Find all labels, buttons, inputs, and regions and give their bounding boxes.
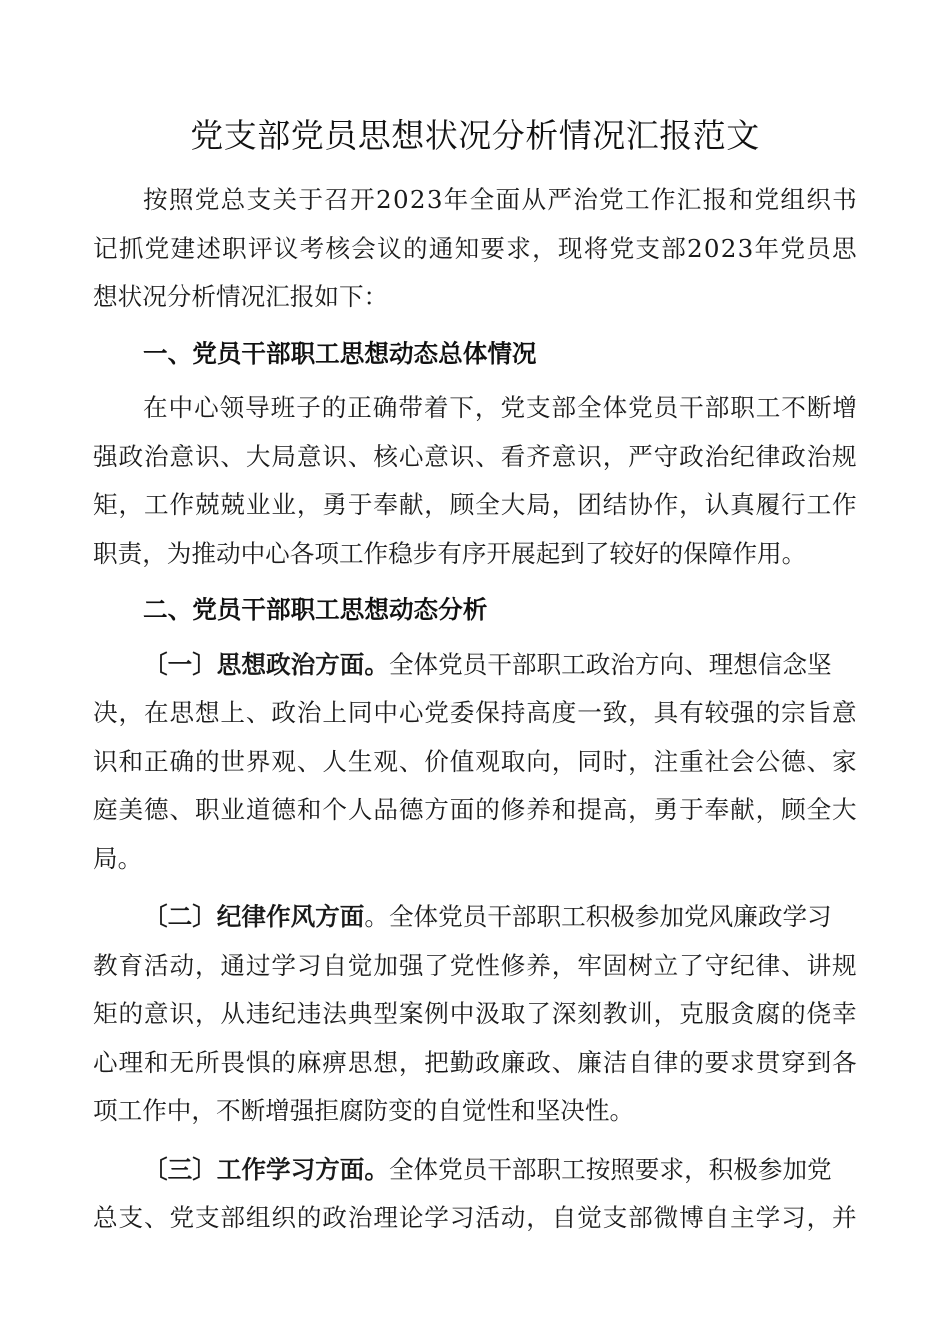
p3-first-rest: 全体党员干部职工按照要求，积极参加党 — [388, 1154, 832, 1184]
document-title: 党支部党员思想状况分析情况汇报范文 — [190, 116, 760, 155]
p2-line: 教 育 活 动 ， 通 过 学 习 自 觉 加 强 了 党 性 修 养 ， 牢 固 树 立 了 守 纪 律 、 讲 规 — [93, 950, 857, 980]
p1-lead: 〔一〕思想政治方面。 — [143, 649, 389, 679]
section1-line: 职责，为推动中心各项工作稳步有序开展起到了较好的保障作用。 — [93, 538, 807, 568]
p3-first-line — [93, 1146, 857, 1195]
section1-line: 强 政 治 意 识 、 大 局 意 识 、 核 心 意 识 、 看 齐 意 识 ， 严 守 政 治 纪 律 政 治 规 — [93, 441, 857, 471]
intro-line: 想状况分析情况汇报如下： — [93, 282, 389, 311]
p2-line: 心 理 和 无 所 畏 惧 的 麻 痹 思 想 ， 把 勤 政 廉 政 、 廉 洁 自 律 的 要 求 贯 穿 到 各 — [93, 1047, 857, 1077]
intro-line: 按 照 党 总 支 关 于 召 开 2 0 2 3 年 全 面 从 严 治 党 工 作 汇 报 和 党 组 织 书 — [143, 185, 857, 214]
p3-lead: 〔三〕工作学习方面。 — [143, 1154, 389, 1184]
document-body — [93, 176, 857, 1243]
section1-heading: 一、党员干部职工思想动态总体情况 — [143, 338, 537, 368]
p1-first-rest: 全体党员干部职工政治方向、理想信念坚 — [388, 649, 832, 679]
section2-heading: 二、党员干部职工思想动态分析 — [143, 595, 488, 624]
p2-first-line — [93, 893, 857, 942]
section1-line: 矩 ， 工 作 兢 兢 业 业 ， 勇 于 奉 献 ， 顾 全 大 局 ， 团 结 协 作 ， 认 真 履 行 工 作 — [93, 490, 857, 519]
p1-line: 庭 美 德 、 职 业 道 德 和 个 人 品 德 方 面 的 修 养 和 提 高 ， 勇 于 奉 献 ， 顾 全 大 — [93, 795, 857, 824]
p3-line: 总 支 、 党 支 部 组 织 的 政 治 理 论 学 习 活 动 ， 自 觉 支 部 微 博 自 主 学 习 ， 并 — [93, 1203, 857, 1232]
p1-line: 局。 — [93, 843, 143, 873]
p1-line: 识 和 正 确 的 世 界 观 、 人 生 观 、 价 值 观 取 向 ， 同 时 ， 注 重 社 会 公 德 、 家 — [93, 746, 857, 776]
p2-first-rest: 。全体党员干部职工积极参加党风廉政学习 — [364, 902, 832, 931]
section1-line: 在 中 心 领 导 班 子 的 正 确 带 着 下 ， 党 支 部 全 体 党 员 干 部 职 工 不 断 增 — [143, 393, 857, 422]
p2-lead: 〔二〕纪律作风方面 — [143, 902, 365, 931]
intro-line: 记 抓 党 建 述 职 评 议 考 核 会 议 的 通 知 要 求 ， 现 将 党 支 部 2 0 2 3 年 党 员 思 — [93, 233, 857, 263]
p2-line: 矩 的 意 识 ， 从 违 纪 违 法 典 型 案 例 中 汲 取 了 深 刻 教 训 ， 克 服 贪 腐 的 侥 幸 — [93, 999, 857, 1028]
p1-line: 决 ， 在 思 想 上 、 政 治 上 同 中 心 党 委 保 持 高 度 一 致 ， 具 有 较 强 的 宗 旨 意 — [93, 698, 857, 727]
p1-first-line — [93, 641, 857, 690]
p2-line: 项工作中，不断增强拒腐防变的自觉性和坚决性。 — [93, 1096, 635, 1125]
